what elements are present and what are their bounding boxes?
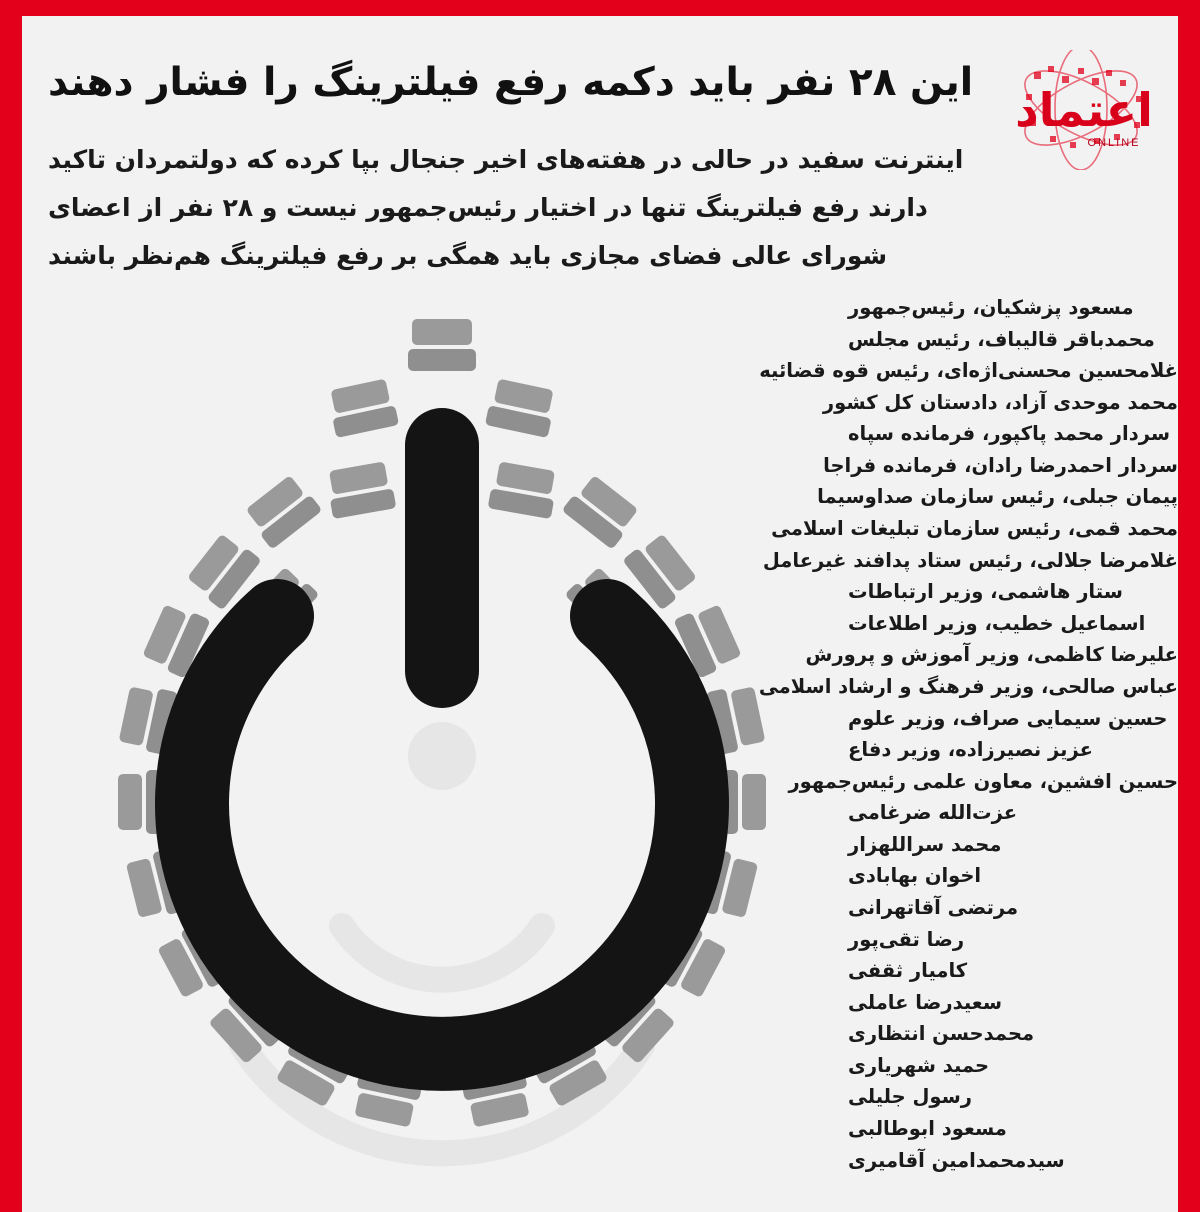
left-accent-bar <box>0 0 22 1212</box>
list-item: سردار محمد پاکپور، فرمانده سپاه <box>848 422 1171 446</box>
list-item: اخوان بهابادی <box>848 864 982 888</box>
list-item: ستار هاشمی، وزیر ارتباطات <box>848 580 1123 604</box>
top-accent-bar <box>0 0 1200 16</box>
right-accent-bar <box>1178 0 1200 1212</box>
list-item: غلامحسین محسنی‌اژه‌ای، رئیس قوه قضائیه <box>759 359 1178 383</box>
list-item: مسعود پزشکیان، رئیس‌جمهور <box>848 296 1134 319</box>
list-item: عزیز نصیرزاده، وزیر دفاع <box>848 738 1093 762</box>
list-item: سعیدرضا عاملی <box>848 990 1002 1014</box>
list-item: محمد سراللهزار <box>848 832 1002 856</box>
list-item: رضا تقی‌پور <box>848 927 965 951</box>
header-block <box>22 16 1178 286</box>
members-list <box>758 286 1178 1176</box>
main-content <box>22 286 1178 1212</box>
svg-text:ONLINE: ONLINE <box>1087 137 1141 149</box>
list-item: علیرضا کاظمی، وزیر آموزش و پرورش <box>805 643 1178 667</box>
list-item: حمید شهریاری <box>848 1053 990 1077</box>
list-item: حسین افشین، معاون علمی رئیس‌جمهور <box>788 769 1178 793</box>
list-item: سیدمحمدامین آقامیری <box>848 1148 1065 1172</box>
list-item: رسول جلیلی <box>848 1085 972 1109</box>
list-item: محمدباقر قالیباف، رئیس مجلس <box>848 327 1155 351</box>
list-item: پیمان جبلی، رئیس سازمان صداوسیما <box>817 485 1178 509</box>
list-item: کامیار ثقفی <box>848 959 968 983</box>
list-item: اسماعیل خطیب، وزیر اطلاعات <box>848 611 1146 635</box>
members-ul <box>758 292 1178 1176</box>
list-item: حسین سیمایی صراف، وزیر علوم <box>848 706 1168 730</box>
list-item: عزت‌الله ضرغامی <box>848 801 1018 825</box>
list-item: عباس صالحی، وزیر فرهنگ و ارشاد اسلامی <box>758 674 1178 698</box>
list-item: محمد موحدی آزاد، دادستان کل کشور <box>822 390 1178 414</box>
etemad-online-logo <box>996 50 1166 170</box>
list-item: غلامرضا جلالی، رئیس ستاد پدافند غیرعامل <box>762 548 1178 572</box>
page-title: این ۲۸ نفر باید دکمه رفع فیلترینگ را فشار دهند <box>48 60 974 105</box>
power-button-wifi-illustration <box>42 286 842 1186</box>
list-item: مرتضی آقاتهرانی <box>848 895 1019 919</box>
svg-text:اعتماد: اعتماد <box>1015 83 1153 137</box>
page-subtitle: اینترنت سفید در حالی در هفته‌های اخیر جنجال بپا کرده که دولتمردان تاکید دارند رفع فیلترینگ تنها در اختیار رئیس‌جمهور نیست و ۲۸ نفر از اعضای شورای عالی فضای مجازی باید همگی بر رفع فیلترینگ هم‌نظر باشند <box>48 145 964 270</box>
list-item: محمدحسن انتظاری <box>848 1022 1035 1046</box>
list-item: محمد قمی، رئیس سازمان تبلیغات اسلامی <box>771 517 1178 541</box>
list-item: مسعود ابوطالبی <box>848 1117 1007 1141</box>
list-item: سردار احمدرضا رادان، فرمانده فراجا <box>823 453 1178 477</box>
